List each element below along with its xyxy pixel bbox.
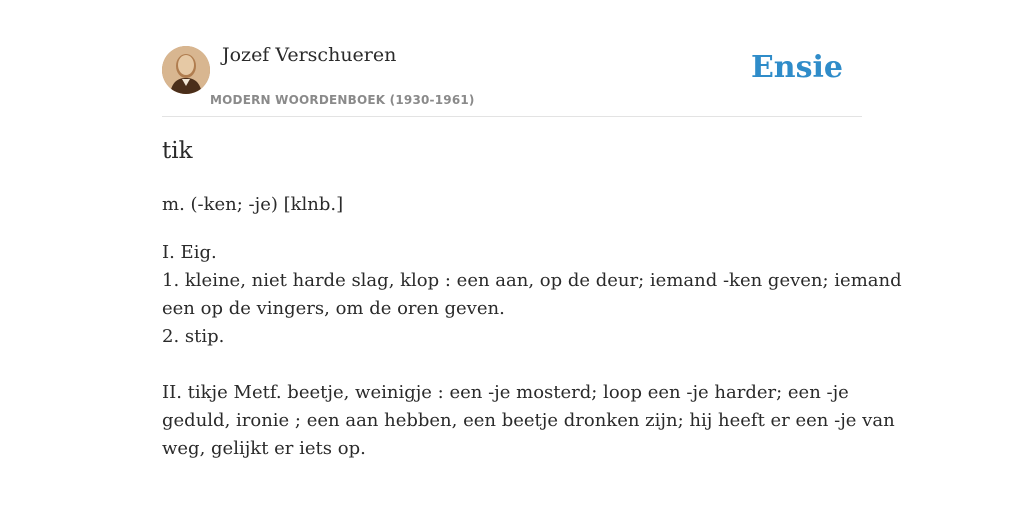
entry-definition	[162, 239, 902, 463]
portrait-icon	[162, 46, 210, 94]
entry-header	[162, 0, 862, 117]
definition-line: 2. stip.	[162, 326, 225, 347]
definition-line: geduld, ironie ; een aan hebben, een beetje dronken zijn; hij heeft er een -je van	[162, 410, 895, 431]
definition-line: 1. kleine, niet harde slag, klop : een aan, op de deur; iemand -ken geven; iemand	[162, 270, 902, 291]
source-label[interactable]: MODERN WOORDENBOEK (1930-1961)	[210, 93, 475, 107]
definition-line: een op de vingers, om de oren geven.	[162, 298, 505, 319]
entry-grammar: m. (-ken; -je) [klnb.]	[162, 194, 344, 215]
author-avatar[interactable]	[162, 46, 210, 94]
brand-logo[interactable]: Ensie	[750, 50, 843, 85]
definition-line: weg, gelijkt er iets op.	[162, 438, 366, 459]
entry-term: tik	[162, 138, 193, 164]
author-name[interactable]: Jozef Verschueren	[222, 44, 397, 66]
paragraph-gap	[162, 351, 862, 379]
definition-line: I. Eig.	[162, 242, 217, 263]
definition-line: II. tikje Metf. beetje, weinigje : een -je mosterd; loop een -je harder; een -je	[162, 382, 849, 403]
entry-card	[162, 0, 902, 512]
